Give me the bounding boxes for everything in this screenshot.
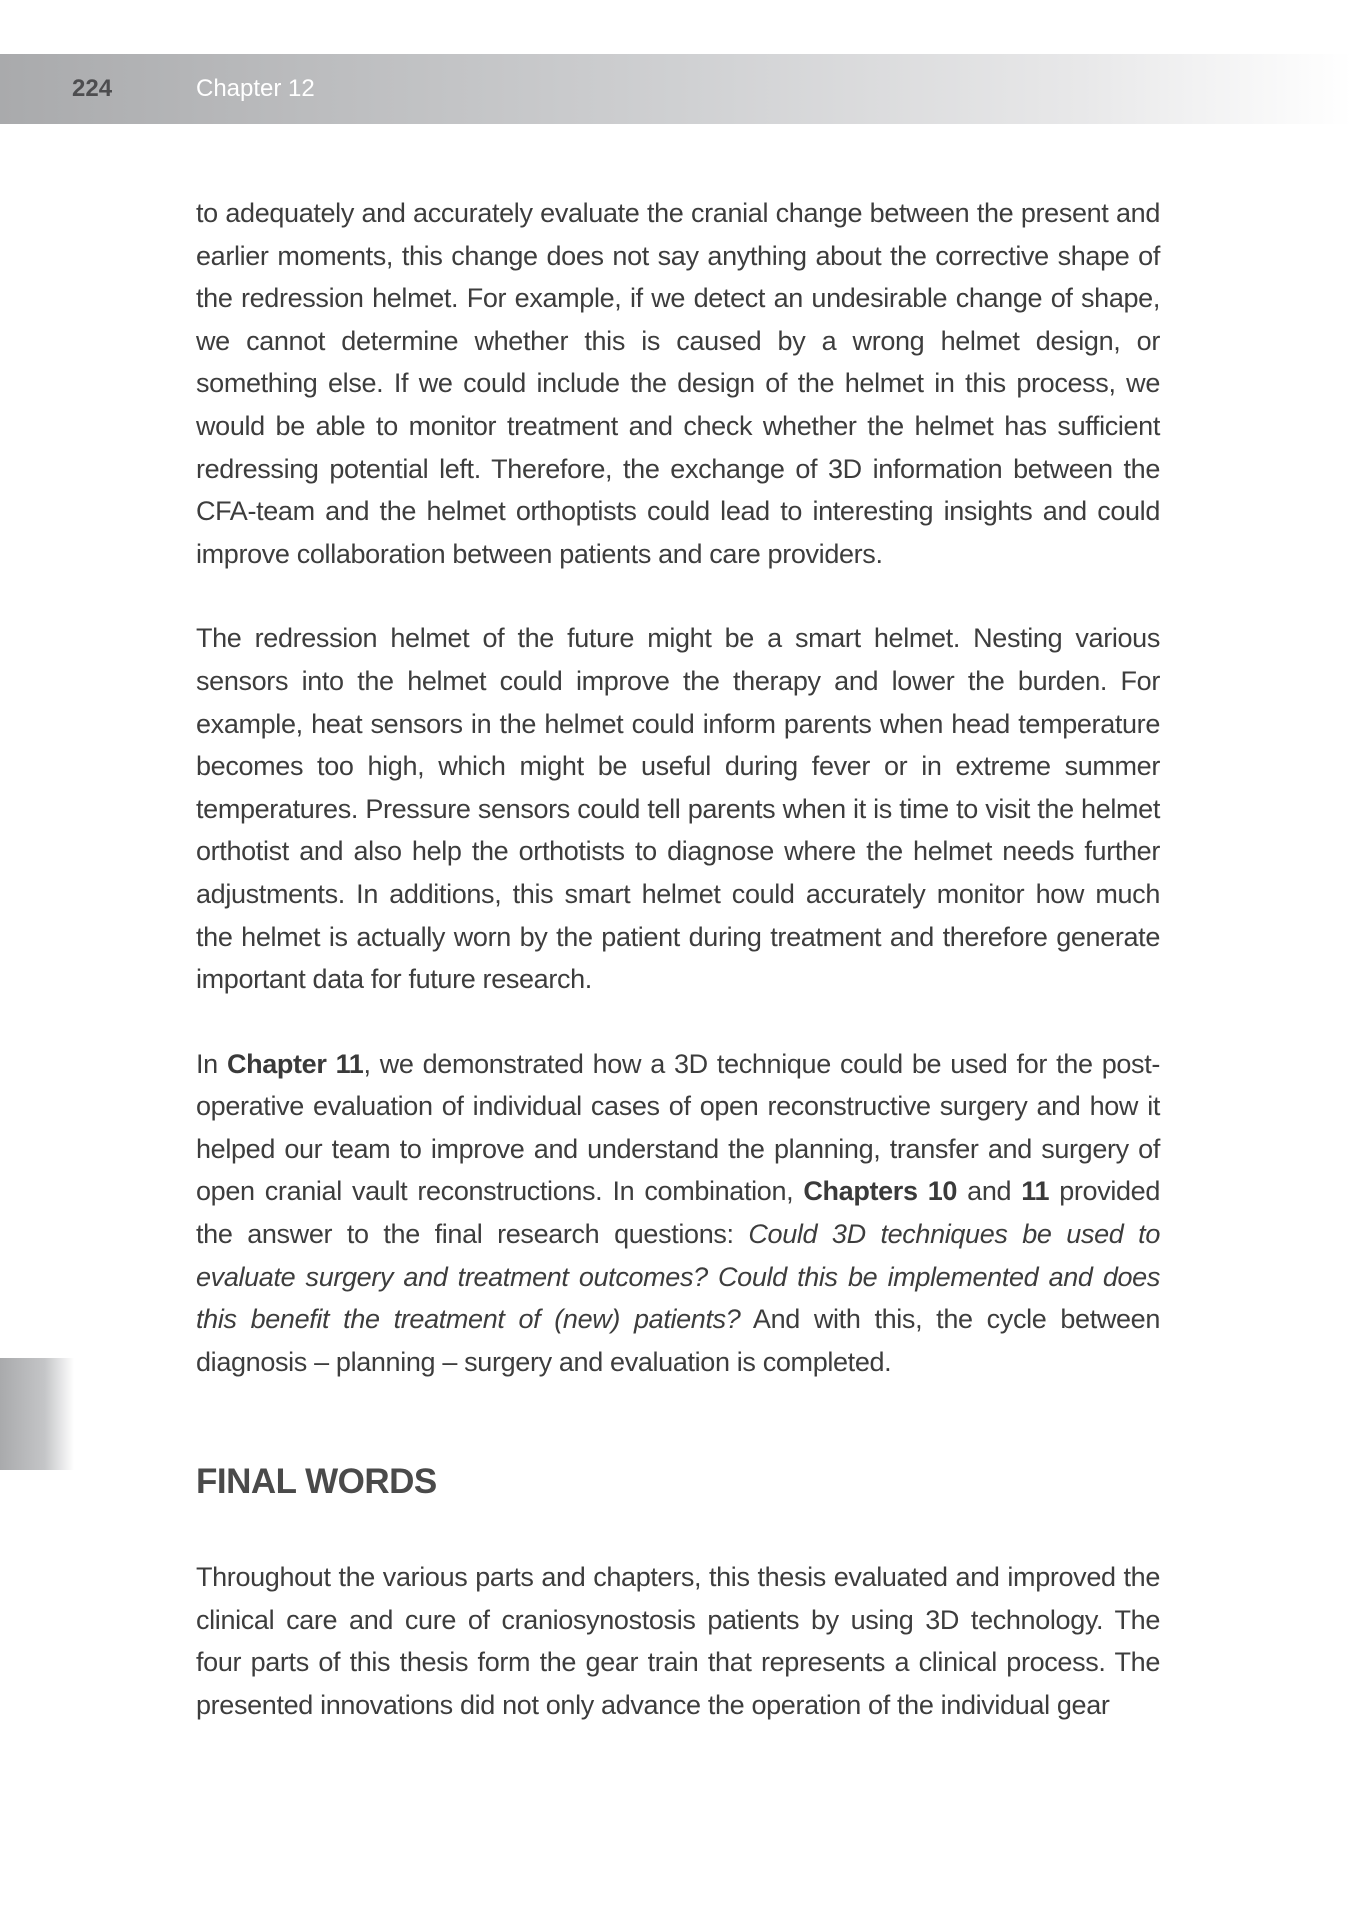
text-run: provided the answer to the final research questions: <box>196 1176 1160 1250</box>
page-number: 224 <box>72 75 113 102</box>
chapter-reference: 11 <box>1021 1176 1050 1207</box>
chapter-label: Chapter 12 <box>196 75 315 102</box>
section-heading: FINAL WORDS <box>196 1462 437 1501</box>
text-run: And with this, the cycle between diagnosis – planning – surgery and evaluation is completed. <box>196 1304 1160 1377</box>
text-run: , we demonstrated how a 3D technique could be used for the post-operative evaluation of individual cases of open reconstructive surgery and how it helped our team to improve and understand the planning, transfer and surgery of open cranial vault reconstructions. In combination, <box>196 1048 1160 1207</box>
paragraph-3 <box>196 1043 1160 1384</box>
paragraph-2: The redression helmet of the future might be a smart helmet. Nesting various sensors into the helmet could improve the therapy and lower the burden. For example, heat sensors in the helmet could inform parents when head temperature becomes too high, which might be useful during fever or in extreme summer temperatures. Pressure sensors could tell parents when it is time to visit the helmet orthotist and also help the orthotists to diagnose where the helmet needs further adjustments. In additions, this smart helmet could accurately monitor how much the helmet is actually worn by the patient during treatment and therefore generate important data for future research. <box>196 623 1160 995</box>
running-header <box>0 54 1352 124</box>
text-run: and <box>957 1176 1022 1207</box>
body-text <box>196 192 1160 1383</box>
paragraph-1: to adequately and accurately evaluate the cranial change between the present and earlier moments, this change does not say anything about the corrective shape of the redression helmet. For example, if we detect an undesirable change of shape, we cannot determine whether this is caused by a wrong helmet design, or something else. If we could include the design of the helmet in this process, we would be able to monitor treatment and check whether the helmet has sufficient redressing potential left. Therefore, the exchange of 3D information between the CFA-team and the helmet orthoptists could lead to interesting insights and could improve collaboration between patients and care providers. <box>196 198 1160 569</box>
text-run: In <box>196 1048 227 1079</box>
chapter-reference: Chapters 10 <box>803 1176 958 1207</box>
final-words-paragraph: Throughout the various parts and chapters, this thesis evaluated and improved the clinical care and cure of craniosynostosis patients by using 3D technology. The four parts of this thesis form the gear train that represents a clinical process. The presented innovations did not only advance the operation of the individual gear <box>196 1562 1160 1720</box>
research-question: Could 3D techniques be used to evaluate surgery and treatment outcomes? Could this be implemented and does this benefit the treatment of (new) patients? <box>196 1219 1160 1335</box>
chapter-reference: Chapter 11 <box>226 1048 364 1079</box>
chapter-thumb-tab <box>0 1358 74 1470</box>
